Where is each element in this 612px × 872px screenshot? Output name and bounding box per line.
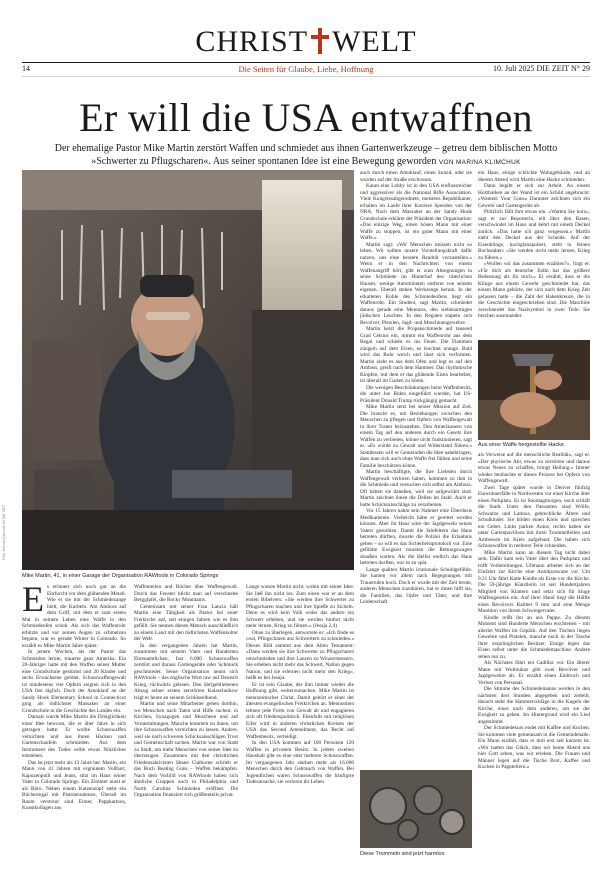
issue-date: 10. Juli 2025 DIE ZEIT N° 29	[492, 64, 590, 73]
hoe-photo-caption: Aus einer Waffe hergestellte Hacke	[478, 442, 564, 448]
section-subtitle: Die Seiten für Glaube, Liebe, Hoffnung	[238, 64, 374, 74]
paragraph: Martin sagt: »Wir Menschen müssen nicht so leben. Wir sollten unsere Vorstellungskraft dafür nutzen, uns eine bessere Realität vorzustellen.« Wenn er in den Nachrichten von einem Waffenangriff hört, gibt er zum Absegnungen in seine Schmiede im Hinterhof des väterlichen Hauses, wenige Autominuten entfernt von seinem eigenen. Überall stehen Werkzeuge herum. In der erkalteten Kohle des Schmiedeofens liegt ein Waffenrohr. Ein Student, sagt Martin, schmiedet daraus gerade eine Mennora, den siebenarmigen jüdischen Leuchter. In den Regalen stapeln sich Revolver, Pistolen, Jagd- und Maschinengewehre.	[360, 241, 472, 326]
drop-cap: E	[22, 584, 44, 619]
paragraph: Lange quälten Martin irrationale Schuldgefühle. Sie kamen vor allem nach Begegnungen mit Trauernden hoch. Doch er wurde mit der Zeit lernte, anderen Menschen zuzuhören, hat er ihnen hilft sie, die Familien, das Opfer und Täter, und ihre Leidenschaft.	[360, 566, 472, 605]
paragraph: Der Schmiedekurs endet mit Kaffee und Kuchen. Sie kommen viele gemeinsam in die Gemeindehalle. Ein Mann erzählt, dass er dort erst seit kurzem ist. »Wir hatten das Glück, dass wir heute Abend uns hier Gott sehen, was wir erleben. Die Frauen und Männer legen auf die Tische Brot, Kaffee und Kuchen in Papptellern.«	[478, 725, 590, 770]
paragraph: Martin heizt die Propanschmiede auf tausend Grad Celsius ein, nimmt ein Waffenrohr aus dem Regal und schiebt es ins Feuer. Die Flammen züngeln auf dem Eisen, es leuchtet orange. Bald wird das Rohr weich und lässt sich verformen. Martin zieht es aus dem Ofen und legt es auf den Amboss, greift nach dem Hammer. Das rhythmische Klopfen, mit dem er das glühende Eisen bearbeitet, ist überall im Garten zu hören.	[360, 326, 472, 384]
paragraph: Die Stimme des Schmiedemanns werden in den nächsten drei Stunden abgegeben und zerteilt, danach steht die Hammerschläge in die Kugeln der Kirche, eines nach dem anderen, um sie der Ewigkeit zu geben. Im Hintergrund wird ein Lied angestimmt.	[478, 686, 590, 725]
article-column-5-top	[478, 170, 590, 338]
paragraph: Das ist jetzt mehr als 13 Jahre her. Martin, ein Mann von 41 Jahren mit ergrautem Vollbart, Kapuzenpulli und Jeans, sitzt im Haus seiner Vater in Colorado Springs. Ein Zimmer nutzt er als Büro. Neben einem Katzenzopf steht ein Bücherregal mit Pistolenrahmen, Überall im Raum verstreut sind Eimer, Pappkartons, Kunstkollagen aus	[22, 759, 126, 811]
paragraph: auch durch einen Amoklauf, einen Suizid, oder sie wurden auf der Straße erschossen.	[360, 170, 472, 183]
paragraph: Mike Martin setzt bei seiner Mission auf Zeit. Die braucht es, um Beziehungen zwischen den Menschen zu pflegen und Opfern von Waffengewalt in ihrer Trauer beizustehen. Den Amerikanern von einem Tag auf den anderen durch ein Gesetz ihre Waffen zu verbieten, könne nicht funktionieren, sagt er. »Es würde zu Gewalt und Widerstand führen.« Stattdessen will er Gemeinden die Idee nahebringen, dass man sich auch ohne Waffe frei fühlen und seine Familie beschützen könne.	[360, 404, 472, 469]
paragraph: als Verweise auf die menschliche Realität«, sagt er. »Der physische Akt, etwas zu zerstören und daraus etwas Neues zu schaffen, bringt Heilung.« Immer wieder beobachte er dieses Prozess bei Opfern von Waffengewalt.	[478, 452, 590, 484]
paragraph: Plötzlich fällt ihm etwas ein. »Warten Sie kurz«, sagt er zur Reporterin, eilt über den Rasen, verschwindet im Haus und kehrt mit einem Deckel zurück. »Das hatte ich ganz vergessen.« Martin zieht den Deckel aus der Scheide. Auf der Eisenklinge, hochglanzpoliert, steht in feinen Buchstaben: »Sie werden nicht mehr lernen, Krieg zu führen.«	[478, 209, 590, 261]
paragraph: In den USA kommen auf 100 Personen 120 Waffen in privatem Besitz. In jedem zweiten Haushalt gibt es eine oder mehrere Schusswaffen. Im vergangenen Jahr starben mehr als 16.000 Menschen durch den Gebrauch von Waffen. Bei Jugendlichen waren Schusswaffen die häufigste Todesursache, sie verloren ihr Leben	[246, 740, 354, 785]
paragraph: Dann begibt er sich zur Arbeit. An einem Holzbalken an der Wand ist ein Schild angebracht: »Wanted: Your Guns« Darunter zeichnen sich ein Gewehr und Gartengeräte ab.	[478, 183, 590, 209]
paragraph: In den vergangenen Jahren hat Martin, zusammen mit seinem Vater und Hunderten Ehrenamtlichen, fast 6.000 Schusswaffen zerstört und daraus Gartengeräte oder Schmuck geschmiedet. Seine Organisation nennt sich RAWtools – das englische Wort raw auf Deutsch Krieg, rückwärts gelesen. Den übrigebliebenen Abzug seiner ersten zerstörten Kalaschnikow trägt er heute an seinem Schlüsselbund.	[134, 642, 238, 701]
masthead-left: CHRIST	[195, 25, 309, 58]
paragraph: Martin beschäftigte, die ihre Liebsten durch Waffengewalt verloren haben, kommen zu ihm in die Schmiede und versuchen sich selbst am Amboss. Oft hätten sie daneben, weil sie aufgewühlt sind. Martin zeichnet ihnen die Dellen im Stahl. Auch er hatte Schicksalsschläge zu verarbeiten.	[360, 469, 472, 508]
masthead	[0, 27, 612, 57]
header-rule	[22, 62, 590, 63]
paragraph: Zwei Tage später wurde in Denver fünfzig Einwohnerfälle in Nordwesten vor einer Kirche über einen Parkplatz. Es ist Sonntagmorgen, noch schläft die Stadt. Unter den Passanten sind Wölfe, Schwarze und Latinos, gebrechliche Ältere und Schulkinder. Sie bilden einen Kreis und sprechen ein Gebet. Links parken Autos, rechts haben sie unter Gartenpavillons mit ihren Trommelfellen und Ambossen im Kreis aufgebaut. Die haben sich Schusswaffen in mehrere Teile schneiden.	[478, 484, 590, 549]
paragraph: Damals wurde Mike Martin die Dringlichkeit einer Idee bewusst, die er über Jahre in sich getragen hatte: Er wollte Schusswaffen vernichten und aus ihnen Hacken und Gartenschaufeln schmieden. Aus dem Instrument des Todes sollte etwas Nützliches entstehen.	[22, 714, 126, 759]
paragraph: Kaum eine Lobby ist in den USA einflussreicher und aggressiver als die National Rifle Association. Viele Kongressabgeordnete, meistens Republikaner, erhalten im Laufe ihrer Karriere Spenden von der NRA. Nach dem Massaker an der Sandy Hook Grundschule erklärte der Präsident der Organisation: »Das einzige Weg, einen bösen Mann mit einer Waffe zu stoppen, ist ein guter Mann mit einer Waffe.«	[360, 183, 472, 241]
header-meta	[22, 64, 590, 76]
drums-illustration	[360, 770, 472, 848]
drums-photo	[360, 770, 472, 848]
masthead-right: WELT	[332, 25, 417, 58]
paragraph: Martin und seine Mitarbeiter gehen dorthin, wo Menschen nach Taten und Hilfe suchen: in Kirchen, Synagogen und Moscheen und auf Veranstaltungen. Manche kommen zu ihnen, um ihre Schusswaffen vernichten zu lassen. Andere, weil sie nach schweren Schicksalsschlägen Trost und Gemeinschaft suchen. Martin war von Stadt zu Stadt, um mehr Menschen von seiner Idee zu überzeugen. Zusammen mit den christlichen Friedensaktivisten Shane Claiborne schrieb er das Buch Beating Guns – Waffen bekämpfen. Nach dem Vorbild von RAWtools haben sich ähnliche Gruppen auch in Philadelphia und North Carolina Schmieden eröffnet. Die Organisation finanziert sich größtenteils privat.	[134, 701, 238, 798]
article-column-4	[360, 170, 472, 858]
paragraph: Mike Martin kann an diesem Tag nicht dabei sein. Dafür kam sein Vater über den Parkplatz und trifft Vorbereitungen. Ullmann arbeitet sich an der Einfahrt zur Kirche eine Autokarawane vor. Um 9.21 Uhr fährt Katie Kindle als Erste vor die Kirche. Die 59-jährige Künstlerin ist seit Hundertjahren Mitglied von Klattern und setzt sich für kluge Waffengesetze ein. Auf ihrer Hand liegt die Hälfte eines Revolvers Kaliber 9 mm und eine Menge Munition von ihrem Schwiegervater.	[478, 549, 590, 614]
photo-credit: Foto: Marina Klimchuk für DIE ZEIT	[2, 504, 6, 560]
workshop-photo-illustration	[22, 170, 354, 570]
paragraph: In jenem Wochen, als der Pastor das Schmieden lernte, trauerte ganz Amerika. Ein 20-Jähriger hatte mit den Waffen seiner Mutter eine Grundschule gestürmt und 20 Kinder und sechs Erwachsene getötet. Schusswaffengewalt ist mindestens vier Opfern zeigten sich in den USA fast täglich. Doch der Amoklauf an der Sandy Hook Elementary School in Connecticut ging als tödlichster Massaker an einer Grundschule in die Geschichte des Landes ein.	[22, 649, 126, 714]
paragraph: Kindle reißt ihn an aus Pappe. Zu diesem Moment sind Hunderte Menschen erschienen – mit allerlei Waffen im Gepäck. Auf den Tischen liegen Gewehre und Pistolen, manche noch in der Tasche ihrer ursprünglichen Besitzer. Einige legen das Eisen selbst unter die Schmiedemaschine. Andere sehen nur zu.	[478, 614, 590, 660]
article-column-3	[246, 584, 354, 848]
article-column-5-bottom	[478, 452, 590, 852]
cross-icon	[309, 27, 331, 55]
paragraph: Waffenteilen und Bücher über Waffengewalt. Durch das Fenster blickt man auf verschneite Berggipfel, die Rocky Mountains.	[134, 584, 238, 603]
paragraph-text: s erinnert sich noch gut an die Ehrfurcht vor dem glühenden Metall. Wie er sie mit der Schmiedezange hielt, die Kurbeln. Am Amboss auf dem Griff, mit dem er zum ersten Mal in seinem Leben eine Waffe in den Schmiedeofen schob. Als sich das Waffenrohr erhitzte und vor seinen Augen zu schmelzen begann, war es gerade Winter in Colorado. So erzählt es Mike Martin Jahre später.	[22, 584, 126, 649]
paragraph	[22, 584, 126, 649]
hoe-illustration	[478, 340, 590, 440]
article-column-2	[134, 584, 238, 848]
drums-photo-caption: Diese Trommeln sind jetzt harmlos	[360, 851, 445, 857]
article-headline: Er will die USA entwaffnen	[79, 95, 533, 140]
page-number: 14	[22, 64, 30, 73]
paragraph: Lange wusste Martin nicht, wohin mit seiner Idee. Sie ließ ihn nicht los. Zum einen war er an dem ersten Bibelvers: »Sie werden ihre Schwerter zu Pflugscharen machen und ihre Spieße zu Sicheln. Denn es wird kein Volk wider das andere ein Schwert erheben, und sie werden hinfort nicht mehr lernen, Krieg zu führen.« (Jesaja 2,4)	[246, 584, 354, 629]
article-deck	[40, 142, 572, 169]
byline: VON MARINA KLIMCHUK	[438, 159, 521, 166]
paragraph: Die wenigen Beschränkungen beim Waffenbesitz, die unter Joe Biden eingeführt wurden, hat US-Präsident Donald Trump rückgängig gemacht.	[360, 384, 472, 404]
paragraph: Er ist sein Glaube, der ihm immer wieder die Hoffnung gibt, weiterzumachen. Mike Martin ist mennonitischer Christ. Damit gehört er einer der ältesten evangelischen Freikirchen an. Mennoniten lehnen jede Form von Gewalt ab und engagieren sich oft friedenspolitisch. Ebenfalls mit religiösen Eifer wird in anderen christlichen Kreisen der USA das Second Amendment, das Recht auf Waffenbesitz, verteidigt.	[246, 681, 354, 740]
main-photo-caption: Mike Martin, 41, in einer Garage der Organisation RAWtools in Colorado Springs	[22, 573, 219, 579]
paragraph: Gemeinsam mit seiner Frau Lancia hält Martin eine Tätigkeit als Pastor bei einer Freikirche auf, seit einigen Jahren wie es ihm gefällt. Sie nennen diesen Mensch ausschließlich zu einem Land mit den tödlichsten Waffenkultur der Welt.	[134, 603, 238, 642]
paragraph: »Wollen wir das zusammen erzählen?«, fragt er. »Für dich als deutsche Jüdin hat das größere Bedeutung als für mich.« Er erzählt, dass er die Klinge aus einem Gewehr geschmiedet hat, das einem Mann gehörte, der sich nach dem Krieg Zeit gelassen hatte – die Zahl der Hakenkreuze, die in die Geschichte eingeschrieben sind. Die Maschine zerschneidet das Nazisymbol in zwei Teile. Sie brechen auseinander.	[478, 261, 590, 319]
main-photo	[22, 170, 354, 570]
paragraph: Als Nächstes führt ein Cadillac vor. Ein älterer Mann mit Wollmütze gibt zwei Revolver und Jagdgewehre ab. Er erzählt einen Einbruch und Verlust von Personal.	[478, 660, 590, 686]
paragraph: ein Haus, einige schlichte Wohngebäude, und an diesem Abend wird Martin eine Hacke schmieden.	[478, 170, 590, 183]
header-rule-thin	[22, 76, 590, 77]
deck-text: Der ehemalige Pastor Mike Martin zerstört Waffen und schmiedet aus ihnen Gartenwerkzeuge – getreu dem biblischen Motto »Schwerter zu Pflugscharen«. Aus seiner spontanen Idee ist eine Bewegung geworden	[54, 143, 558, 167]
hoe-photo	[478, 340, 590, 440]
paragraph: Ohne zu überlegen, antwortete er: »Ich finde es cool, Pflugscharen aus Schwertern zu schmieden.« Dieses Bild stammt aus dem Alten Testament: »Dann werden sie ihre Schwerter zu Pflugscharen umschmieden und ihre Lanzen zu Winzermessern. Sie erheben nicht mehr das Schwert, Nation gegen Nation, und sie erlernen nicht mehr den Krieg«, heißt es bei Jesaja.	[246, 629, 354, 681]
paragraph: Vor 15 Jahren nahm sein Nahmer eine Überdosis Medikamente. Vielleicht hätte er gerettet werden können. Aber ihr Haus wäre der Jagdgewehr seines Vaters gestohlen. Damit die Stiefeltern das Haus betreten dürften, musste die Polizei die Erlaubnis geben – so will es das Sicherheitsprotokoll vor. Eine gefühlte Ewigkeit mussten die Rettungswagen draußen warten. Als die Helfer endlich das Haus betreten durften, war es zu spät.	[360, 508, 472, 566]
article-column-1	[22, 584, 126, 848]
